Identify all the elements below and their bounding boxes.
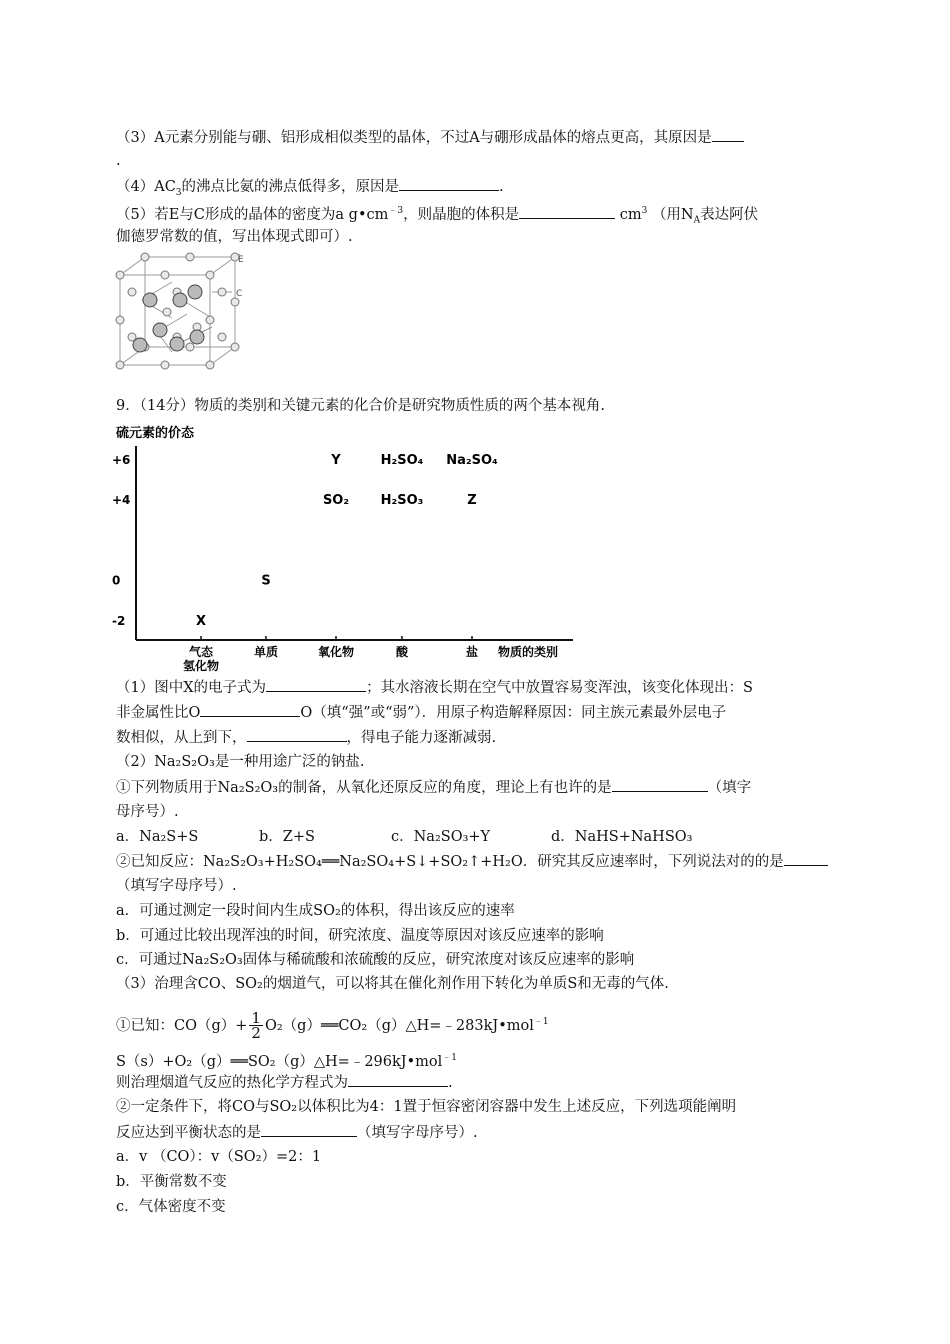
point-label: Y: [331, 453, 341, 468]
q9-p3-q2-cont: 反应达到平衡状态的是 （填写字母序号）.: [116, 1122, 478, 1143]
q9-options: [116, 827, 692, 847]
option-c[interactable]: c．Na₂SO₃+Y: [391, 829, 491, 845]
crystal-cell-figure: [112, 252, 252, 374]
option-b[interactable]: b．Z+S: [259, 829, 315, 845]
y-tick-label: +6: [112, 453, 131, 467]
x-tick-label: 氧化物: [317, 645, 355, 659]
label-e: E: [238, 255, 244, 265]
q9-p3-q1: 则治理烟道气反应的热化学方程式为 .: [116, 1072, 453, 1093]
q9-p1-line3: 数相似，从上到下， ，得电子能力逐渐减弱.: [116, 727, 496, 748]
point-label: SO₂: [322, 493, 350, 509]
answer-blank[interactable]: [612, 777, 708, 792]
q8-part5-line2: 伽德罗常数的值，写出体现式即可）.: [116, 229, 353, 245]
answer-blank[interactable]: [266, 677, 366, 692]
q9-p2-q2: ②已知反应：Na₂S₂O₃+H₂SO₄══Na₂SO₄+S↓+SO₂↑+H₂O．研究其反应速率时，下列说法对的的是: [116, 851, 828, 872]
q8-part3-line1: （3）A元素分别能与硼、铝形成相似类型的晶体，不过A与硼形成晶体的熔点更高，其原因是: [116, 127, 744, 148]
q9-title: 9．（14分）物质的类别和关键元素的化合价是研究物质性质的两个基本视角.: [116, 398, 606, 414]
q9-p2-q2-a[interactable]: a．可通过测定一段时间内生成SO₂的体积，得出该反应的速率: [116, 903, 515, 919]
q9-p1-line1: （1）图中X的电子式为 ；其水溶液长期在空气中放置容易变浑浊，该变化体现出：S: [116, 677, 753, 698]
q8-part4: $(4)AC_3$的沸点比氨的沸点低得多，原因是 .: [116, 176, 504, 203]
x-tick-label: 气态: [188, 645, 214, 659]
option-a[interactable]: a．Na₂S+S: [116, 829, 199, 845]
answer-blank[interactable]: [712, 127, 744, 142]
label-c: C: [236, 289, 243, 299]
answer-blank[interactable]: [519, 204, 615, 219]
answer-blank[interactable]: [200, 702, 300, 717]
valence-chart: [108, 418, 588, 673]
y-axis-label: 硫元素的价态: [116, 426, 195, 441]
q8-part3-line2: .: [116, 153, 121, 169]
x-tick-label: 盐: [465, 645, 479, 659]
x-axis-label: 物质的类别: [498, 645, 559, 659]
q9-p3-eq1: ①已知：CO（g）+ $\frac{1}{2}$ O₂（g）══CO₂（g）△H=﹣283kJ•mol$^{﹣1}$: [116, 1009, 549, 1043]
x-tick-label-line2: 氢化物: [182, 659, 220, 673]
point-label: Z: [467, 493, 477, 509]
q9-p3-eq2: S（s）+O₂（g）══SO₂（g）△H=﹣296kJ•mol$^{﹣1}$: [116, 1053, 458, 1070]
q9-p2-q2-b[interactable]: b．可通过比较出现浑浊的时间，研究浓度、温度等原因对该反应速率的影响: [116, 928, 604, 944]
y-tick-label: +4: [112, 493, 131, 508]
answer-blank[interactable]: [399, 176, 499, 191]
q8-part5-line1: （5）若E与C形成的晶体的密度为a $g•cm^{﹣3}$，则晶胞的体积是 $cm^3$ （用$N_A$表达阿伏: [116, 201, 758, 231]
q9-p2-head: （2）Na₂S₂O₃是一种用途广泛的钠盐.: [116, 754, 365, 770]
q9-p3-head: （3）治理含CO、SO₂的烟道气，可以将其在催化剂作用下转化为单质S和无毒的气体.: [116, 976, 669, 992]
answer-blank[interactable]: [348, 1072, 448, 1087]
point-label: S: [261, 573, 271, 589]
q9-p2-q1: ①下列物质用于Na₂S₂O₃的制备，从氧化还原反应的角度，理论上有也许的是 （填字: [116, 777, 751, 798]
fraction-one-half: $\frac{1}{2}$: [251, 1009, 261, 1043]
answer-blank[interactable]: [261, 1122, 357, 1137]
q9-p2-q2-cont: （填写字母序号）.: [116, 878, 237, 894]
point-label: H₂SO₃: [380, 493, 424, 509]
q9-p3-q2-a[interactable]: a．v （CO）：v（SO₂）=2：1: [116, 1149, 322, 1165]
q9-p3-q2-c[interactable]: c．气体密度不变: [116, 1199, 226, 1215]
y-tick-label: -2: [112, 613, 126, 628]
point-label: H₂SO₄: [380, 453, 424, 468]
q9-p1-line2: 非金属性比O O（填“强”或“弱”）．用原子构造解释原因：同主族元素最外层电子: [116, 702, 726, 723]
q9-p2-q2-c[interactable]: c．可通过Na₂S₂O₃固体与稀硫酸和浓硫酸的反应，研究浓度对该反应速率的影响: [116, 952, 635, 968]
x-tick-label: 单质: [253, 645, 279, 659]
q9-p2-q1-cont: 母序号）.: [116, 804, 179, 820]
option-d[interactable]: d．NaHS+NaHSO₃: [551, 829, 693, 845]
answer-blank[interactable]: [784, 851, 828, 866]
q9-p3-q2-b[interactable]: b．平衡常数不变: [116, 1174, 227, 1190]
x-tick-label: 酸: [395, 645, 409, 659]
point-label: Na₂SO₄: [446, 453, 498, 468]
q9-p3-q2: ②一定条件下，将CO与SO₂以体积比为4：1置于恒容密闭容器中发生上述反应，下列选项能阐明: [116, 1099, 737, 1115]
y-tick-label: 0: [112, 573, 121, 588]
answer-blank[interactable]: [247, 727, 347, 742]
point-label: X: [195, 613, 207, 629]
